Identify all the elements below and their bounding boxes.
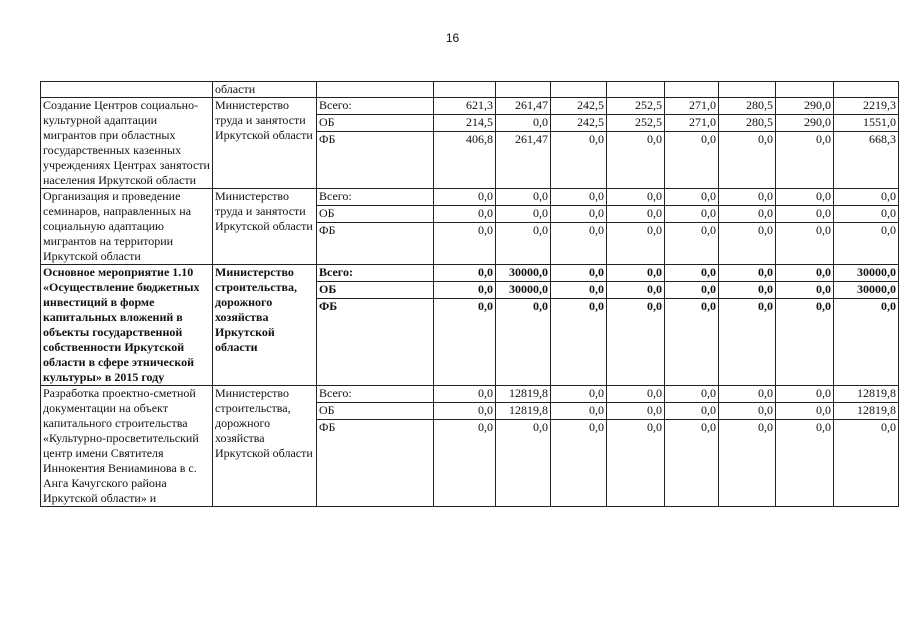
- value-cell: 0,0: [434, 189, 496, 206]
- value-cell: 0,0: [496, 299, 551, 386]
- value-cell: 0,0: [776, 132, 834, 189]
- value-cell: 242,5: [551, 115, 607, 132]
- value-cell: 0,0: [776, 403, 834, 420]
- value-cell: 0,0: [719, 132, 776, 189]
- page-number: 16: [445, 31, 460, 45]
- value-cell: 0,0: [496, 420, 551, 507]
- value-cell: 0,0: [496, 206, 551, 223]
- value-cell: 0,0: [434, 282, 496, 299]
- value-cell: 0,0: [719, 299, 776, 386]
- value-cell: 0,0: [776, 386, 834, 403]
- value-cell: 0,0: [496, 223, 551, 265]
- value-cell: 214,5: [434, 115, 496, 132]
- value-cell: 290,0: [776, 98, 834, 115]
- value-cell: 271,0: [665, 115, 719, 132]
- responsible-cell: Министерство труда и занятости Иркутской области: [213, 189, 317, 265]
- value-cell: 0,0: [607, 403, 665, 420]
- value-cell: 0,0: [665, 132, 719, 189]
- funding-source-cell: Всего:: [317, 265, 434, 282]
- value-cell: 0,0: [496, 115, 551, 132]
- value-cell: 0,0: [665, 420, 719, 507]
- measure-name-cell: Основное мероприятие 1.10 «Осуществление бюджетных инвестиций в форме капитальных вложений в объекты государственной собственности Иркутской области в сфере этнической культуры» в 2015 году: [41, 265, 213, 386]
- value-cell: 12819,8: [834, 386, 899, 403]
- funding-source-cell: ФБ: [317, 132, 434, 189]
- continuation-row: [41, 82, 899, 98]
- value-cell: 0,0: [665, 299, 719, 386]
- value-cell: 12819,8: [834, 403, 899, 420]
- responsible-cell: Министерство строительства, дорожного хозяйства Иркутской области: [213, 386, 317, 507]
- value-cell: 252,5: [607, 98, 665, 115]
- value-cell: 0,0: [496, 189, 551, 206]
- value-cell: 12819,8: [496, 386, 551, 403]
- value-cell: 0,0: [434, 265, 496, 282]
- value-cell: 0,0: [834, 420, 899, 507]
- funding-source-cell: ФБ: [317, 299, 434, 386]
- measure-name-cell: Разработка проектно-сметной документации на объект капитального строительства «Культурно-просветительский центр имени Святителя Иннокентия Вениаминова в с. Анга Качугского района Иркутской области» и: [41, 386, 213, 507]
- value-cell: 0,0: [776, 206, 834, 223]
- funding-source-cell: ОБ: [317, 282, 434, 299]
- table-row: [41, 189, 899, 206]
- value-cell: 0,0: [551, 223, 607, 265]
- funding-source-cell: Всего:: [317, 98, 434, 115]
- value-cell: 0,0: [551, 265, 607, 282]
- value-cell: 30000,0: [834, 265, 899, 282]
- measure-name-cell: Создание Центров социально-культурной адаптации мигрантов при областных государственных казенных учреждениях Центрах занятости населения Иркутской области: [41, 98, 213, 189]
- value-cell: 0,0: [719, 206, 776, 223]
- value-cell: 0,0: [607, 223, 665, 265]
- value-cell: 0,0: [665, 265, 719, 282]
- value-cell: 0,0: [719, 282, 776, 299]
- value-cell: 0,0: [776, 189, 834, 206]
- funding-source-cell: ОБ: [317, 403, 434, 420]
- value-cell: 0,0: [434, 403, 496, 420]
- value-cell: 0,0: [551, 132, 607, 189]
- funding-source-cell: Всего:: [317, 189, 434, 206]
- value-cell: 271,0: [665, 98, 719, 115]
- value-cell: 242,5: [551, 98, 607, 115]
- value-cell: 30000,0: [496, 265, 551, 282]
- value-cell: 0,0: [551, 299, 607, 386]
- value-cell: 0,0: [776, 223, 834, 265]
- value-cell: 0,0: [665, 189, 719, 206]
- value-cell: 0,0: [607, 132, 665, 189]
- funding-source-cell: ФБ: [317, 223, 434, 265]
- value-cell: 0,0: [665, 403, 719, 420]
- value-cell: 0,0: [607, 299, 665, 386]
- value-cell: 0,0: [665, 206, 719, 223]
- value-cell: 0,0: [607, 282, 665, 299]
- value-cell: 30000,0: [496, 282, 551, 299]
- value-cell: 0,0: [719, 223, 776, 265]
- value-cell: 0,0: [719, 403, 776, 420]
- value-cell: 0,0: [719, 386, 776, 403]
- table-row: [41, 265, 899, 282]
- value-cell: 0,0: [834, 189, 899, 206]
- responsible-cell: Министерство труда и занятости Иркутской области: [213, 98, 317, 189]
- value-cell: 0,0: [776, 299, 834, 386]
- funding-source-cell: ФБ: [317, 420, 434, 507]
- value-cell: 30000,0: [834, 282, 899, 299]
- value-cell: 0,0: [776, 420, 834, 507]
- value-cell: 261,47: [496, 98, 551, 115]
- value-cell: 261,47: [496, 132, 551, 189]
- funding-source-cell: ОБ: [317, 115, 434, 132]
- value-cell: 0,0: [776, 265, 834, 282]
- value-cell: 0,0: [551, 189, 607, 206]
- value-cell: 0,0: [551, 386, 607, 403]
- value-cell: 0,0: [434, 223, 496, 265]
- value-cell: 252,5: [607, 115, 665, 132]
- value-cell: 0,0: [607, 206, 665, 223]
- value-cell: 0,0: [834, 223, 899, 265]
- value-cell: 0,0: [665, 223, 719, 265]
- value-cell: 0,0: [834, 206, 899, 223]
- value-cell: 0,0: [719, 420, 776, 507]
- funding-source-cell: Всего:: [317, 386, 434, 403]
- value-cell: 290,0: [776, 115, 834, 132]
- value-cell: 280,5: [719, 98, 776, 115]
- name-cell: [41, 82, 213, 98]
- value-cell: 0,0: [607, 189, 665, 206]
- value-cell: 0,0: [434, 206, 496, 223]
- value-cell: 12819,8: [496, 403, 551, 420]
- value-cell: 0,0: [665, 386, 719, 403]
- measure-name-cell: Организация и проведение семинаров, направленных на социальную адаптацию мигрантов на территории Иркутской области: [41, 189, 213, 265]
- value-cell: 0,0: [551, 420, 607, 507]
- value-cell: 0,0: [665, 282, 719, 299]
- value-cell: 406,8: [434, 132, 496, 189]
- value-cell: 0,0: [551, 403, 607, 420]
- value-cell: 0,0: [834, 299, 899, 386]
- value-cell: 1551,0: [834, 115, 899, 132]
- value-cell: 0,0: [434, 299, 496, 386]
- table-row: [41, 98, 899, 115]
- table-row: [41, 386, 899, 403]
- value-cell: 0,0: [719, 189, 776, 206]
- budget-table: [40, 81, 899, 507]
- value-cell: 0,0: [551, 282, 607, 299]
- funding-source-cell: ОБ: [317, 206, 434, 223]
- value-cell: 280,5: [719, 115, 776, 132]
- value-cell: 2219,3: [834, 98, 899, 115]
- value-cell: 621,3: [434, 98, 496, 115]
- value-cell: 0,0: [434, 420, 496, 507]
- value-cell: 0,0: [607, 386, 665, 403]
- responsible-cell: области: [213, 82, 317, 98]
- value-cell: 0,0: [551, 206, 607, 223]
- value-cell: 0,0: [434, 386, 496, 403]
- value-cell: 0,0: [607, 420, 665, 507]
- value-cell: 0,0: [607, 265, 665, 282]
- responsible-cell: Министерство строительства, дорожного хозяйства Иркутской области: [213, 265, 317, 386]
- value-cell: 668,3: [834, 132, 899, 189]
- value-cell: 0,0: [776, 282, 834, 299]
- value-cell: 0,0: [719, 265, 776, 282]
